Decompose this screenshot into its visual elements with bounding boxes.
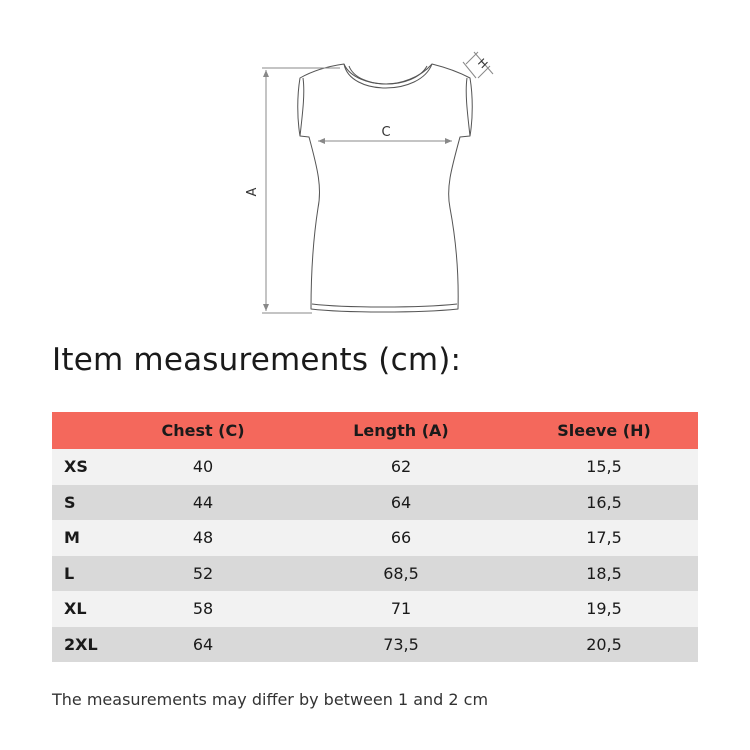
- header-size: [52, 412, 114, 449]
- length-cell: 73,5: [292, 627, 510, 663]
- length-label: A: [245, 187, 260, 197]
- header-length: Length (A): [292, 412, 510, 449]
- sleeve-cell: 17,5: [510, 520, 698, 556]
- table-row: [52, 520, 698, 556]
- length-cell: 68,5: [292, 556, 510, 592]
- chest-cell: 52: [114, 556, 292, 592]
- size-cell: L: [52, 556, 114, 592]
- sleeve-cell: 20,5: [510, 627, 698, 663]
- size-cell: S: [52, 485, 114, 521]
- size-cell: XL: [52, 591, 114, 627]
- size-cell: M: [52, 520, 114, 556]
- chest-cell: 64: [114, 627, 292, 663]
- tshirt-outline: [298, 64, 473, 312]
- chest-cell: 40: [114, 449, 292, 485]
- tshirt-size-diagram: [0, 0, 750, 330]
- page-title: Item measurements (cm):: [52, 342, 462, 378]
- chest-cell: 58: [114, 591, 292, 627]
- length-dimension-line: [262, 68, 340, 313]
- length-cell: 71: [292, 591, 510, 627]
- sleeve-cell: 19,5: [510, 591, 698, 627]
- header-chest: Chest (C): [114, 412, 292, 449]
- length-cell: 64: [292, 485, 510, 521]
- length-cell: 66: [292, 520, 510, 556]
- header-sleeve: Sleeve (H): [510, 412, 698, 449]
- measurement-table: [52, 412, 698, 662]
- table-row: [52, 449, 698, 485]
- sleeve-cell: 18,5: [510, 556, 698, 592]
- table-row: [52, 556, 698, 592]
- table-row: [52, 485, 698, 521]
- table-row: [52, 627, 698, 663]
- chest-label: C: [381, 125, 391, 140]
- table-row: [52, 591, 698, 627]
- length-cell: 62: [292, 449, 510, 485]
- measurement-note: The measurements may differ by between 1 and 2 cm: [52, 690, 489, 709]
- chest-cell: 44: [114, 485, 292, 521]
- table-header-row: [52, 412, 698, 449]
- sleeve-cell: 15,5: [510, 449, 698, 485]
- size-cell: XS: [52, 449, 114, 485]
- sleeve-cell: 16,5: [510, 485, 698, 521]
- chest-cell: 48: [114, 520, 292, 556]
- sleeve-label: H: [474, 56, 490, 72]
- size-cell: 2XL: [52, 627, 114, 663]
